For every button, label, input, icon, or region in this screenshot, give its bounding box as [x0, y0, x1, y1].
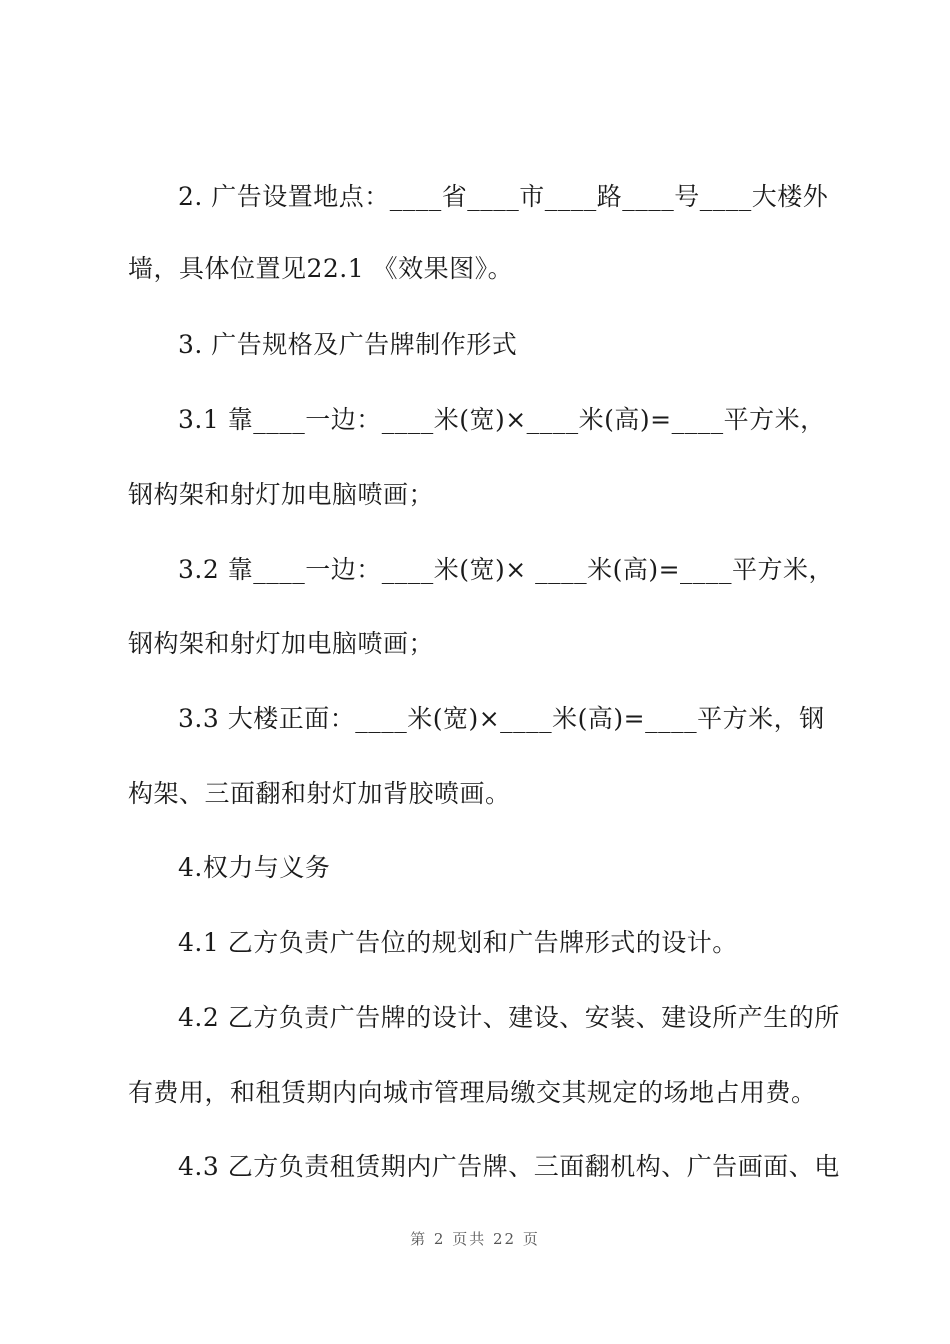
section-3-heading: 3. 广告规格及广告牌制作形式 [178, 330, 518, 359]
paragraph-4-1: 4.1 乙方负责广告位的规划和广告牌形式的设计。 [178, 928, 738, 957]
paragraph-3-3-line-1: 3.3 大楼正面：____米(宽)×____米(高)=____平方米，钢 [178, 704, 825, 733]
paragraph-4-2-line-1: 4.2 乙方负责广告牌的设计、建设、安装、建设所产生的所 [178, 1003, 840, 1032]
paragraph-4-2-line-2: 有费用，和租赁期内向城市管理局缴交其规定的场地占用费。 [128, 1078, 817, 1107]
page-number-footer: 第 2 页共 22 页 [410, 1230, 540, 1248]
paragraph-2-line-1: 2. 广告设置地点：____省____市____路____号____大楼外 [178, 182, 829, 211]
paragraph-3-1-line-1: 3.1 靠____一边：____米(宽)×____米(高)=____平方米， [178, 405, 826, 434]
paragraph-3-2-line-2: 钢构架和射灯加电脑喷画； [128, 629, 435, 658]
paragraph-3-1-line-2: 钢构架和射灯加电脑喷画； [128, 480, 435, 509]
paragraph-4-3-line-1: 4.3 乙方负责租赁期内广告牌、三面翻机构、广告画面、电 [178, 1152, 840, 1181]
section-4-heading: 4.权力与义务 [178, 853, 331, 882]
paragraph-2-line-2: 墙，具体位置见22.1 《效果图》。 [128, 254, 514, 283]
paragraph-3-2-line-1: 3.2 靠____一边：____米(宽)× ____米(高)=____平方米， [178, 555, 835, 584]
paragraph-3-3-line-2: 构架、三面翻和射灯加背胶喷画。 [128, 779, 511, 808]
